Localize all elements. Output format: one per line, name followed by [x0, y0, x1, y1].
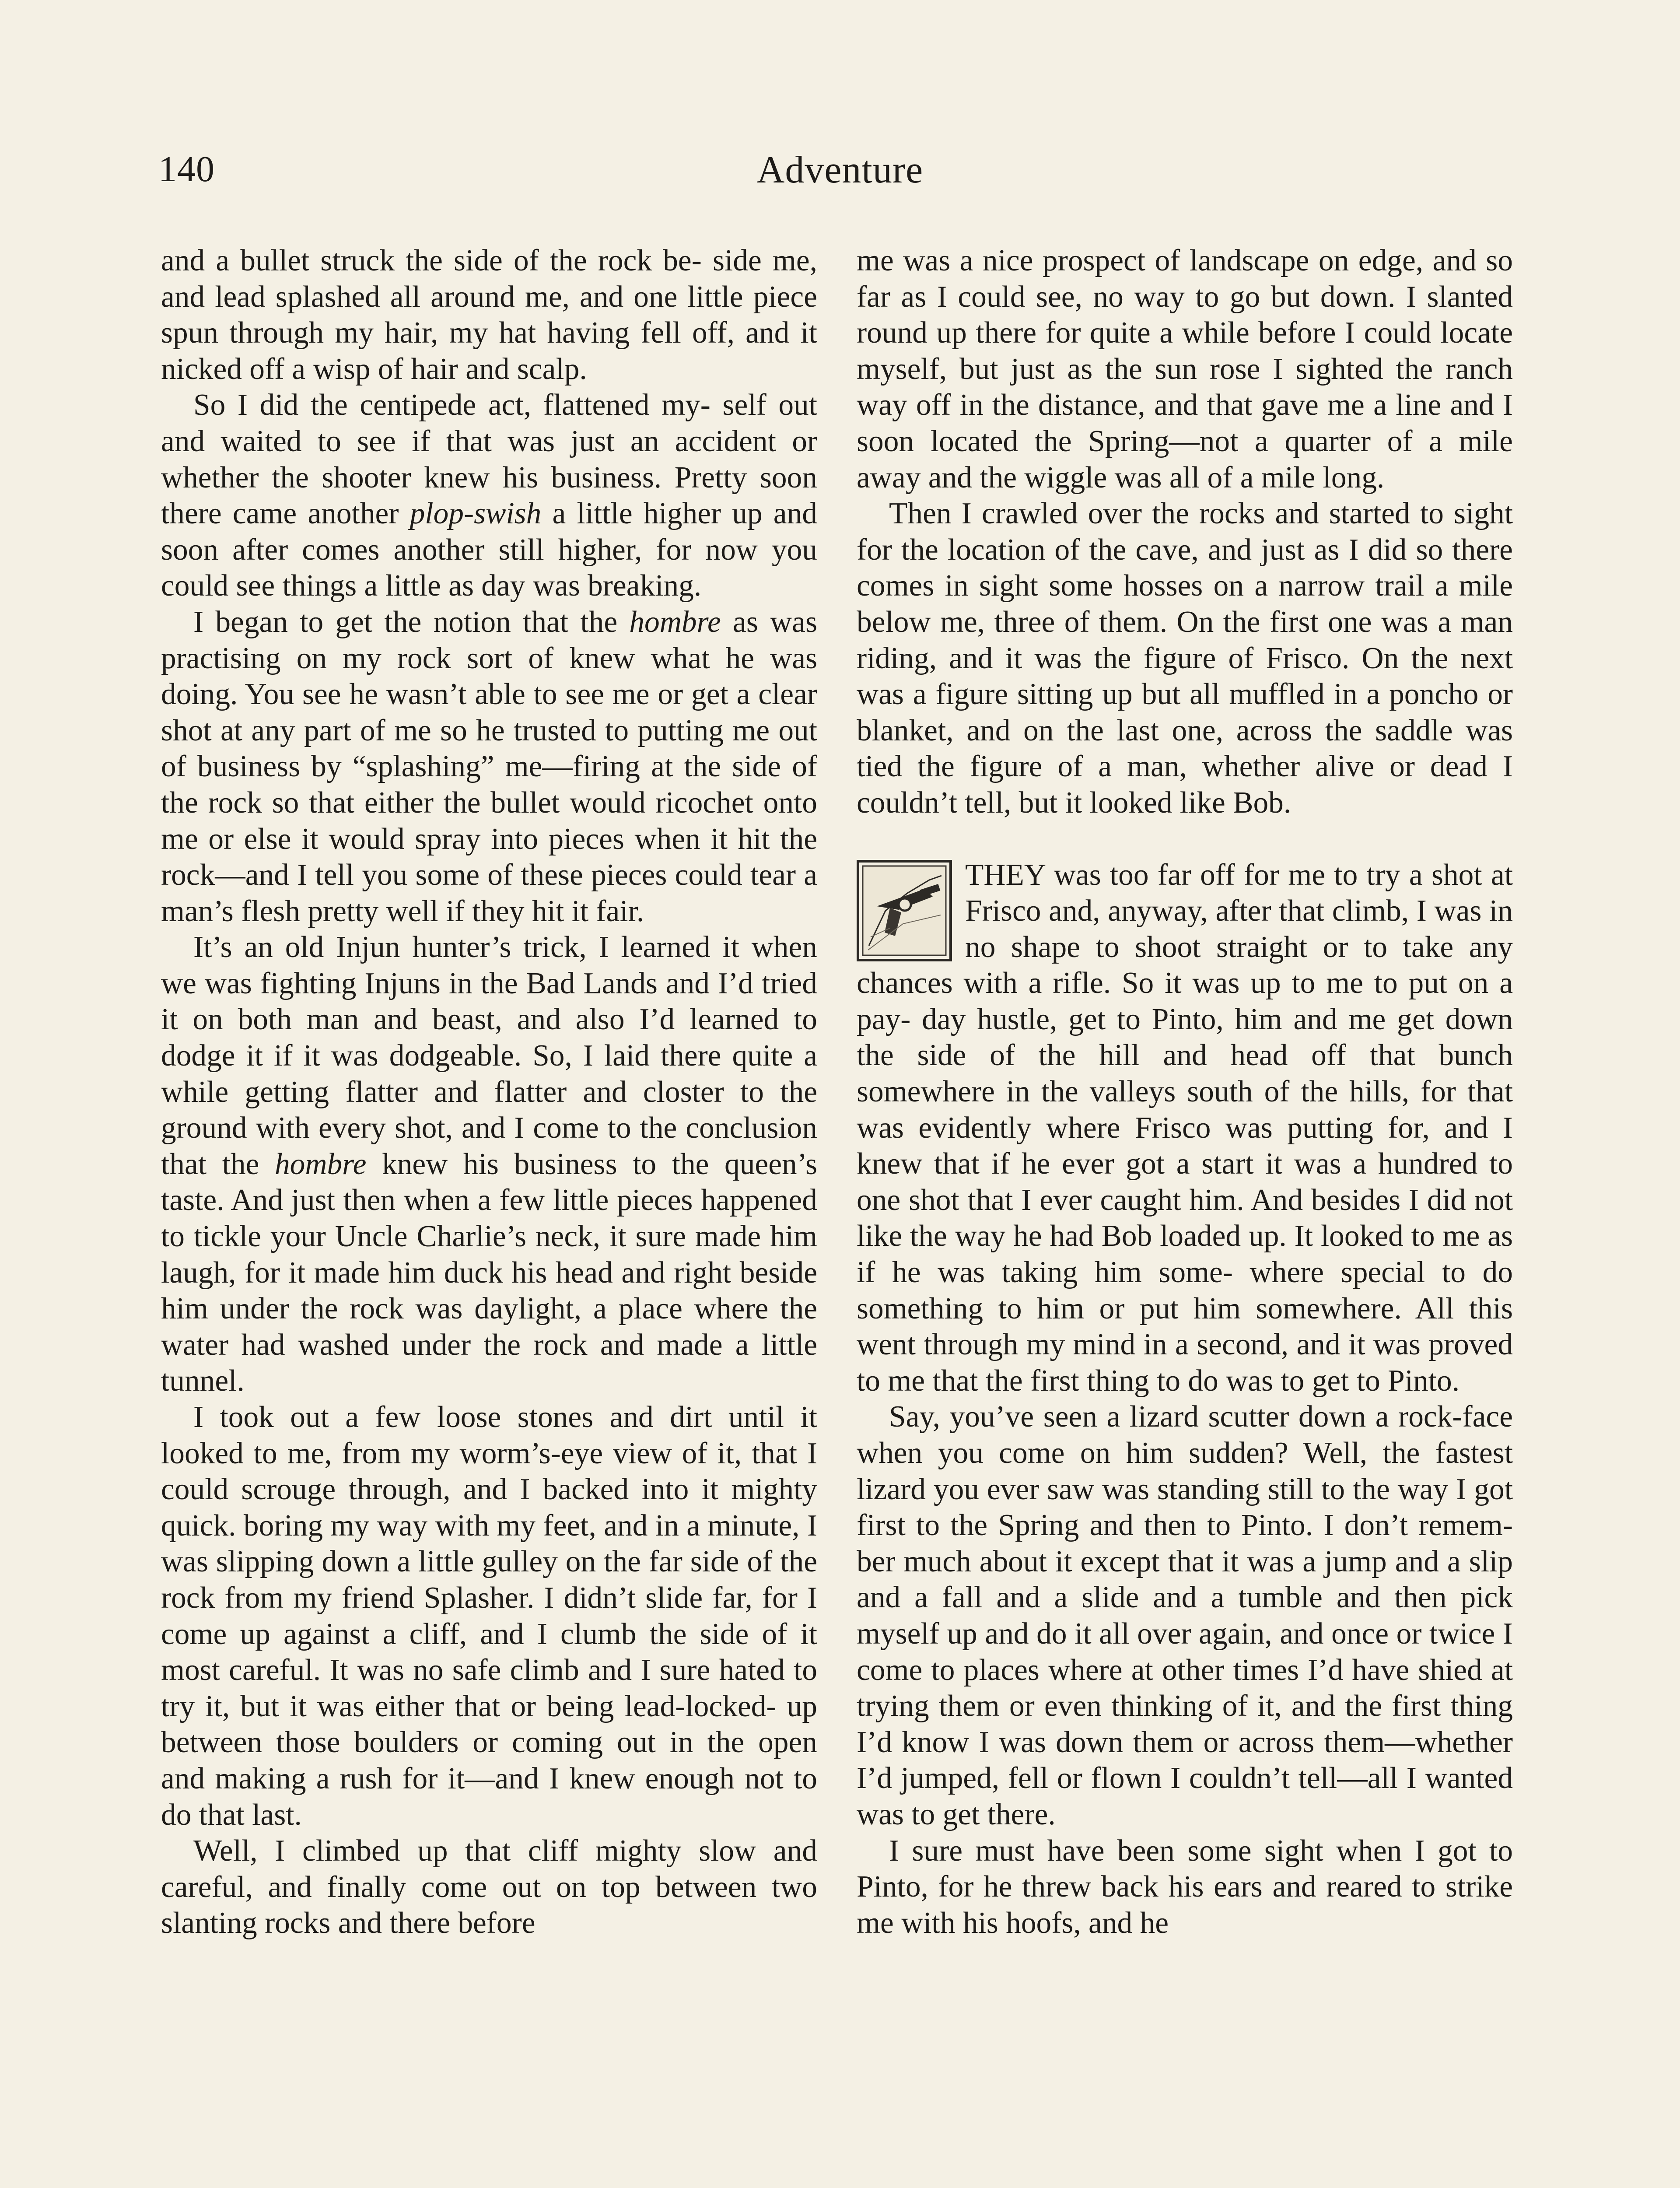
section-opening-paragraph	[857, 857, 1513, 1399]
paragraph-text: as was practising on my rock sort of knew what he was doing. You see he wasn’t able to see me or get a clear shot at any part of me so he trusted to putting me out of business by “splashing” me—firing at the side of the rock so that either the bullet would ricochet onto me or else it would spray into pieces when it hit the rock—and I tell you some of these pieces could tear a man’s flesh pretty well if they hit it fair.	[161, 605, 817, 928]
italic-term: hombre	[274, 1147, 367, 1181]
right-column	[857, 243, 1513, 1941]
left-column	[161, 243, 817, 1942]
paragraph-text: me was a nice prospect of landscape on edge, and so far as I could see, no way to go but down. I slanted round up there for quite a while before I could locate myself, but just as the sun rose I sighted the ranch way off in the distance, and that gave me a line and I soon located the Spring—not a quarter of a mile away and the wiggle was all of a mile long.	[857, 244, 1513, 494]
paragraph-text: knew his business to the queen’s taste. And just then when a few little pieces happened to tickle your Uncle Charlie’s neck, it sure made him laugh, for it made him duck his head and right beside him under the rock was daylight, a place where the water had washed under the rock and made a little tunnel.	[161, 1147, 817, 1398]
paragraph-text: was too far off for me to try a shot at Frisco and, anyway, after that climb, I was in no shape to shoot straight or to take any chances with a rifle. So it was up to me to put on a pay- day hustle, get to Pinto, him and me get down the side of the hill and head off that bunch somewhere in the valleys south of the hills, for that was evidently where Frisco was putting for, and I knew that if he ever got a start it was a hundred to one shot that I ever caught him. And besides I did not like the way he had Bob loaded up. It looked to me as if he was taking him some- where special to do something to him or put him somewhere. All this went through my mind in a second, and it was proved to me that the first thing to do was to get to Pinto.	[857, 858, 1513, 1398]
paragraph	[161, 387, 817, 604]
paragraph-text: So I did the centipede act, flattened my- self out and waited to see if that was just an accident or whether the shooter knew his business. Pretty soon there came another	[161, 388, 817, 531]
paragraph	[857, 1399, 1513, 1833]
paragraph	[857, 496, 1513, 821]
paragraph-text: I began to get the notion that the	[193, 605, 630, 639]
initial-word: THEY	[965, 858, 1045, 892]
paragraph-text: Then I crawled over the rocks and started to sight for the location of the cave, and just as I did so there comes in sight some hosses on a narrow trail a mile below me, three of them. On the first one was a man riding, and it was the figure of Frisco. On the next was a figure sitting up but all muffled in a poncho or blanket, and on the last one, across the saddle was tied the figure of a man, whether alive or dead I couldn’t tell, but it looked like Bob.	[857, 497, 1513, 820]
page-number: 140	[158, 149, 215, 189]
paragraph-text: and a bullet struck the side of the rock be- side me, and lead splashed all around me, and one little piece spun through my hair, my hat having fell off, and it nicked off a wisp of hair and scalp.	[161, 244, 817, 386]
paragraph-text: It’s an old Injun hunter’s trick, I learned it when we was fighting Injuns in the Bad Lands and I’d tried it on both man and beast, and also I’d learned to dodge it if it was dodgeable. So, I laid there quite a while getting flatter and flatter and closter to the ground with every shot, and I come to the conclusion that the	[161, 930, 817, 1181]
paragraph-text: I took out a few loose stones and dirt until it looked to me, from my worm’s-eye view of it, that I could scrouge through, and I backed into it mighty quick. boring my way with my feet, and in a minute, I was slipping down a little gulley on the far side of the rock from my friend Splasher. I didn’t slide far, for I come up against a cliff, and I clumb the side of it most careful. It was no safe climb and I sure hated to try it, but it was either that or being lead-locked- up between those boulders or coming out in the open and making a rush for it—and I knew enough not to do that last.	[161, 1400, 817, 1832]
paragraph	[161, 604, 817, 929]
paragraph	[161, 243, 817, 387]
italic-term: plop-swish	[410, 497, 542, 531]
paragraph-text: Well, I climbed up that cliff mighty slow and careful, and finally come out on top between two slanting rocks and there before	[161, 1834, 817, 1940]
paragraph	[161, 1833, 817, 1942]
paragraph-text: I sure must have been some sight when I got to Pinto, for he threw back his ears and reared to strike me with his hoofs, and he	[857, 1834, 1513, 1940]
running-head: Adventure	[756, 149, 924, 191]
paragraph	[857, 1833, 1513, 1942]
paragraph	[161, 1399, 817, 1833]
paragraph-text: a little higher up and soon after comes another still higher, for now you could see things a little as day was breaking.	[161, 497, 817, 603]
revolver-icon	[857, 860, 952, 961]
paragraph	[161, 929, 817, 1399]
paragraph	[857, 243, 1513, 496]
italic-term: hombre	[629, 605, 721, 639]
paragraph-text: Say, you’ve seen a lizard scutter down a rock-face when you come on him sudden? Well, the fastest lizard you ever saw was standing still to the way I got first to the Spring and then to Pinto. I don’t remem- ber much about it except that it was a jump and a slip and a fall and a slide and a tumble and then pick myself up and do it all over again, and once or twice I come to places where at other times I’d have shied at trying them or even thinking of it, and the first thing I’d know I was down them or across them—whether I’d jumped, fell or flown I couldn’t tell—all I wanted was to get there.	[857, 1400, 1513, 1831]
